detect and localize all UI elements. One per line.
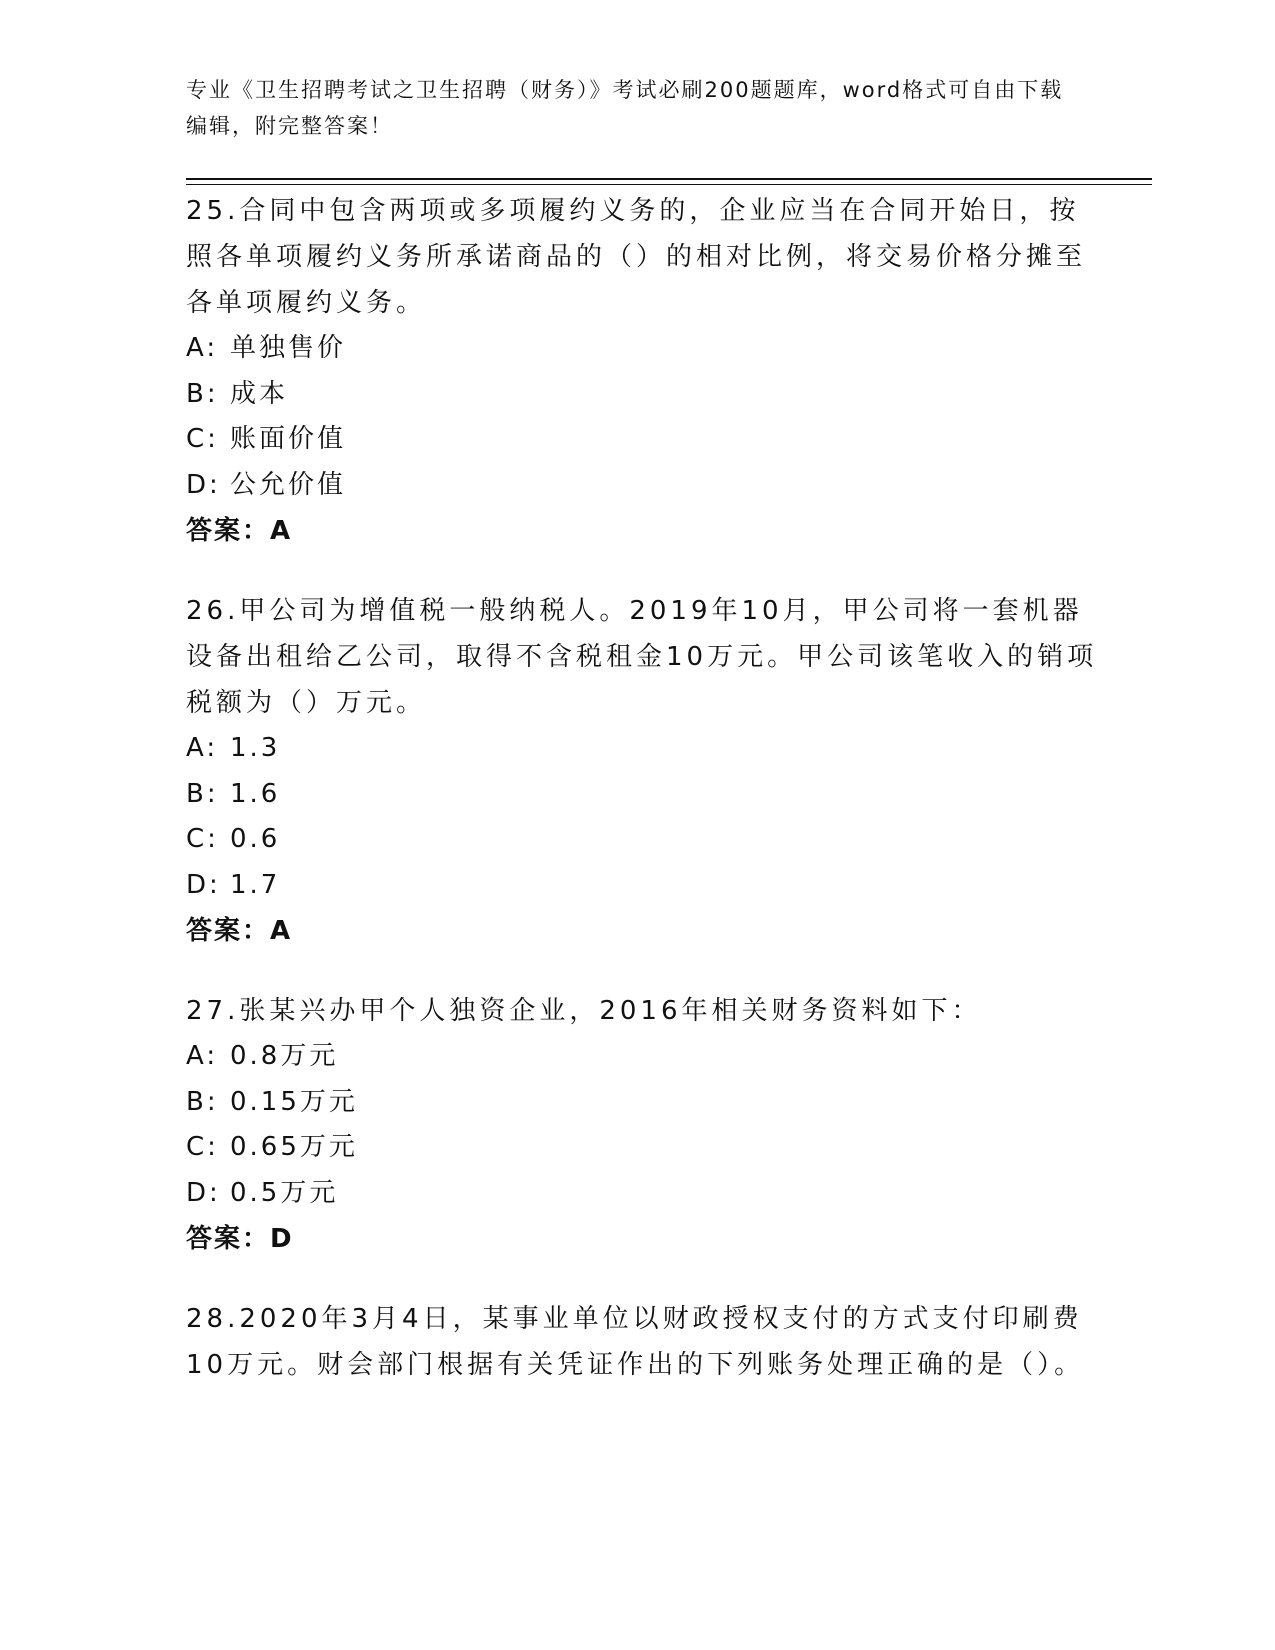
option-key: C:: [186, 824, 219, 854]
answer-label: 答案：D: [186, 1224, 294, 1254]
question-text: 28.2020年3月4日，某事业单位以财政授权支付的方式支付印刷费10万元。财会部门根据有关凭证作出的下列账务处理正确的是（）。: [186, 1304, 1085, 1380]
option-b: [186, 372, 1106, 418]
option-text: 0.8万元: [230, 1041, 339, 1071]
header-divider-thick: [186, 178, 1152, 180]
option-c: [186, 417, 1106, 463]
option-text: 公允价值: [230, 469, 347, 500]
option-key: B:: [186, 1086, 219, 1117]
option-text: 0.65万元: [230, 1132, 358, 1162]
option-b: [186, 1080, 1106, 1126]
option-text: 账面价值: [230, 424, 347, 454]
option-b: [186, 772, 1106, 818]
option-text: 成本: [230, 378, 289, 409]
option-key: C:: [186, 1132, 219, 1162]
question-text: 26.甲公司为增值税一般纳税人。2019年10月，甲公司将一套机器设备出租给乙公司，取得不含税租金10万元。甲公司该笔收入的销项税额为（）万元。: [186, 596, 1098, 718]
option-text: 0.15万元: [230, 1086, 358, 1117]
option-text: 1.6: [230, 778, 281, 809]
question-28: [186, 1296, 1106, 1388]
answer-label: 答案：A: [186, 516, 293, 546]
option-key: B:: [186, 378, 219, 409]
option-key: B:: [186, 778, 219, 809]
option-d: [186, 863, 1106, 909]
question-27: [186, 988, 1106, 1262]
option-text: 单独售价: [230, 333, 347, 363]
option-key: A:: [186, 733, 219, 763]
option-text: 1.3: [230, 733, 281, 763]
header-divider-thin: [186, 184, 1152, 185]
question-text: 27.张某兴办甲个人独资企业，2016年相关财务资料如下：: [186, 996, 982, 1026]
question-26: [186, 588, 1106, 954]
option-a: [186, 726, 1106, 772]
option-key: D:: [186, 869, 221, 900]
option-c: [186, 1125, 1106, 1171]
option-d: [186, 463, 1106, 509]
option-c: [186, 817, 1106, 863]
option-d: [186, 1171, 1106, 1217]
answer-label: 答案：A: [186, 916, 293, 946]
question-text: 25.合同中包含两项或多项履约义务的，企业应当在合同开始日，按照各单项履约义务所承诺商品的（）的相对比例，将交易价格分摊至各单项履约义务。: [186, 196, 1087, 318]
option-a: [186, 1034, 1106, 1080]
question-list: [186, 188, 1106, 1422]
option-key: A:: [186, 333, 219, 363]
option-key: D:: [186, 1177, 221, 1208]
option-text: 0.5万元: [230, 1177, 339, 1208]
option-key: C:: [186, 424, 219, 454]
option-a: [186, 326, 1106, 372]
option-key: A:: [186, 1041, 219, 1071]
option-text: 1.7: [230, 869, 281, 900]
document-header: 专业《卫生招聘考试之卫生招聘（财务）》考试必刷200题题库，word格式可自由下载编辑，附完整答案！: [186, 78, 1064, 138]
option-text: 0.6: [230, 824, 281, 854]
option-key: D:: [186, 469, 221, 500]
question-25: [186, 188, 1106, 554]
